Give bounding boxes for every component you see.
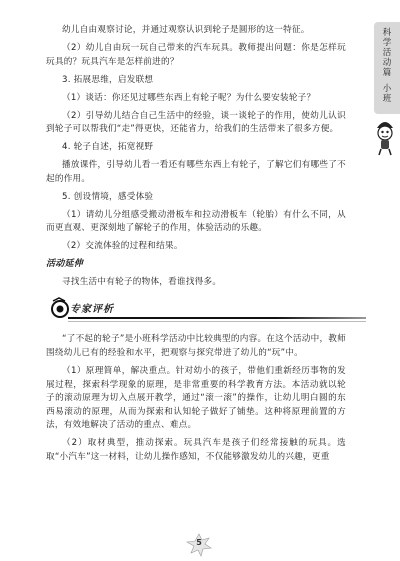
section-side-tab bbox=[374, 22, 400, 114]
step-heading: 4. 轮子自述，拓宽视野 bbox=[62, 142, 154, 153]
side-tab-level: 小班 bbox=[382, 84, 392, 104]
step-heading: 5. 创设情境，感受体验 bbox=[62, 191, 154, 202]
side-tab-subject: 科学活动篇 bbox=[382, 28, 392, 78]
paragraph: 播放课件，引导幼儿看一看还有哪些东西上有轮子，了解它们有哪些了不起的作用。 bbox=[46, 160, 346, 184]
extension-text: 寻找生活中有轮子的物体，看谁找得多。 bbox=[62, 276, 222, 287]
paragraph: （1）请幼儿分组感受搬动滑板车和拉动滑板车（轮胎）有什么不同，从而更直观、更深刻地了解轮子的作用，体验活动的乐趣。 bbox=[46, 209, 346, 234]
analysis-paragraph: “了不起的轮子”是小班科学活动中比较典型的内容。在这个活动中，教师围绕幼儿已有的经验和水平，把观察与探究带进了幼儿的“玩”中。 bbox=[46, 334, 346, 358]
side-tab-text bbox=[381, 28, 393, 104]
expert-badge-icon bbox=[50, 297, 72, 319]
page-number-badge bbox=[186, 533, 212, 557]
expert-banner bbox=[46, 297, 346, 323]
paragraph: （2）引导幼儿结合自己生活中的经验，谈一谈轮子的作用，使幼儿认识到轮子可以帮我们“走”得更快，还能省力，给我们的生活带来了很多方便。 bbox=[46, 110, 346, 135]
page-number: 5 bbox=[196, 538, 202, 547]
main-text-column bbox=[46, 24, 346, 469]
paragraph: （2）交流体验的过程和结果。 bbox=[62, 241, 183, 252]
expert-title: 专家评析 bbox=[70, 304, 114, 316]
banner-rule bbox=[68, 317, 366, 319]
analysis-paragraph: （1）原理简单，解决重点。针对幼小的孩子，带他们重新经历事物的发展过程，探索科学现象的原理，是非常重要的科学教育方法。本活动就以轮子的滚动原理为切入点展开教学，通过“滚一滚”的操作，让幼儿明白圆的东西易滚动的原理，从而为探索和认知轮子做好了铺垫。这种将原理前置的方法，有效地解决了活动的重点、难点。 bbox=[46, 365, 346, 431]
banner-rule-thin bbox=[68, 321, 366, 322]
paragraph: 幼儿自由观察讨论，并通过观察认识到轮子是圆形的这一特征。 bbox=[62, 25, 310, 35]
paragraph: （1）谈话：你还见过哪些东西上有轮子呢？为什么要安装轮子？ bbox=[62, 92, 316, 103]
paragraph: （2）幼儿自由玩一玩自己带来的汽车玩具。教师提出问题：你是怎样玩玩具的？玩具汽车是怎样前进的？ bbox=[46, 42, 346, 67]
analysis-paragraph: （2）取材典型，推动探索。玩具汽车是孩子们经常接触的玩具。选取“小汽车”这一材料，让幼儿操作感知，不仅能够激发幼儿的兴趣，更重 bbox=[46, 438, 346, 462]
step-heading: 3. 拓展思维，启发联想 bbox=[62, 74, 154, 85]
extension-heading: 活动延伸 bbox=[46, 259, 84, 270]
mascot-icon bbox=[374, 118, 396, 156]
